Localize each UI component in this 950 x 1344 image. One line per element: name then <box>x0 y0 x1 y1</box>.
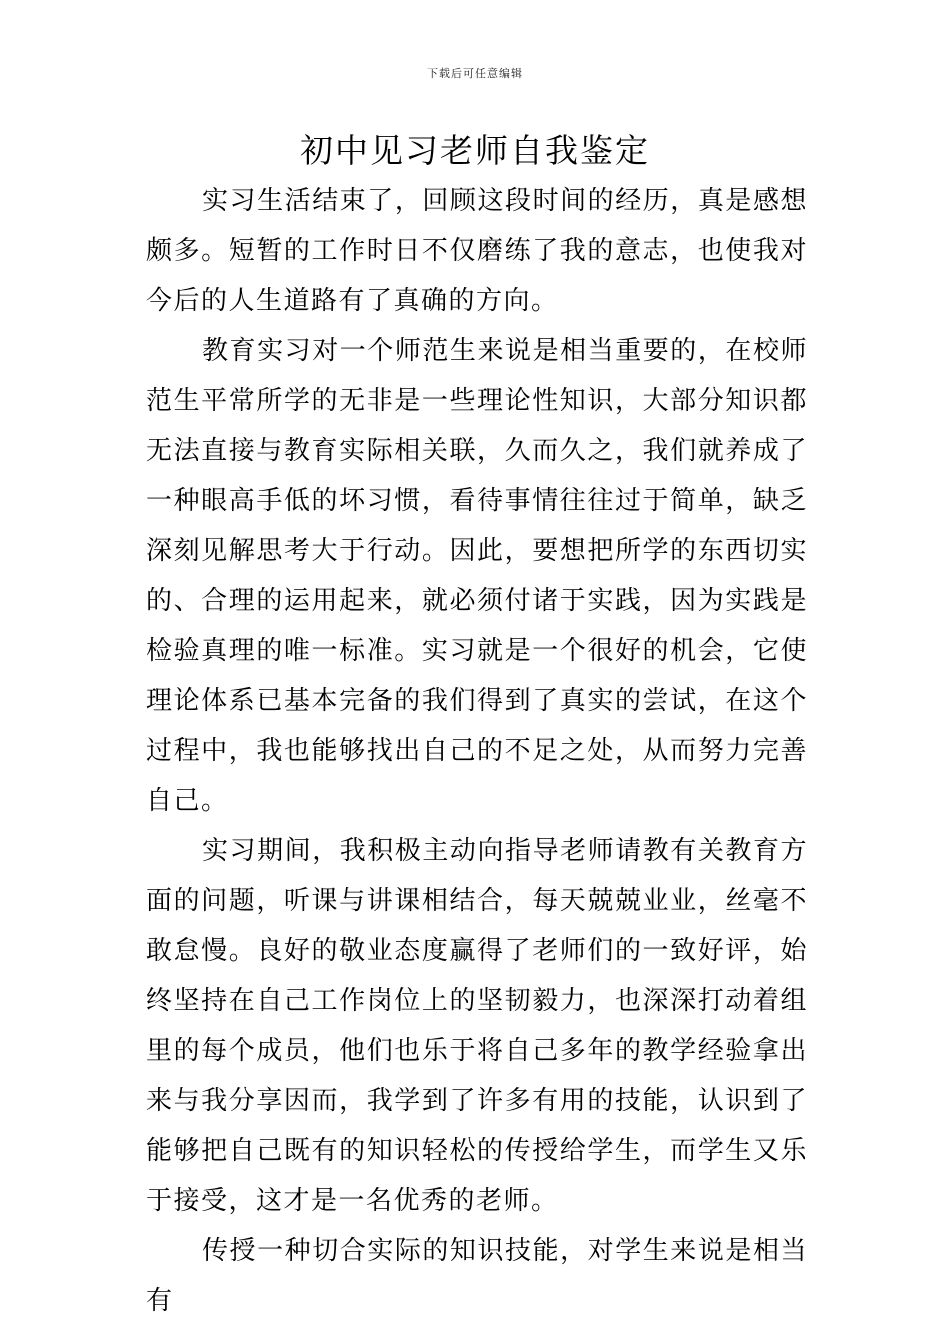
paragraph-4: 传授一种切合实际的知识技能，对学生来说是相当有 <box>146 1236 808 1316</box>
paragraph-2: 教育实习对一个师范生来说是相当重要的，在校师范生平常所学的无非是一些理论性知识，大部分知识都无法直接与教育实际相关联，久而久之，我们就养成了一种眼高手低的坏习惯，看待事情往往过于简单，缺乏深刻见解思考大于行动。因此，要想把所学的东西切实的、合理的运用起来，就必须付诸于实践，因为实践是检验真理的唯一标准。实习就是一个很好的机会，它使理论体系已基本完备的我们得到了真实的尝试，在这个过程中，我也能够找出自己的不足之处，从而努力完善自己。 <box>146 336 808 816</box>
paragraph-1: 实习生活结束了，回顾这段时间的经历，真是感想颇多。短暂的工作时日不仅磨练了我的意志，也使我对今后的人生道路有了真确的方向。 <box>146 186 808 316</box>
document-title: 初中见习老师自我鉴定 <box>300 131 650 170</box>
paragraph-3: 实习期间，我积极主动向指导老师请教有关教育方面的问题，听课与讲课相结合，每天兢兢业业，丝毫不敢怠慢。良好的敬业态度赢得了老师们的一致好评，始终坚持在自己工作岗位上的坚韧毅力，也深深打动着组里的每个成员，他们也乐于将自己多年的教学经验拿出来与我分享因而，我学到了许多有用的技能，认识到了能够把自己既有的知识轻松的传授给学生，而学生又乐于接受，这才是一名优秀的老师。 <box>146 836 808 1216</box>
header-note: 下载后可任意编辑 <box>427 67 523 80</box>
document-body <box>146 176 808 1326</box>
